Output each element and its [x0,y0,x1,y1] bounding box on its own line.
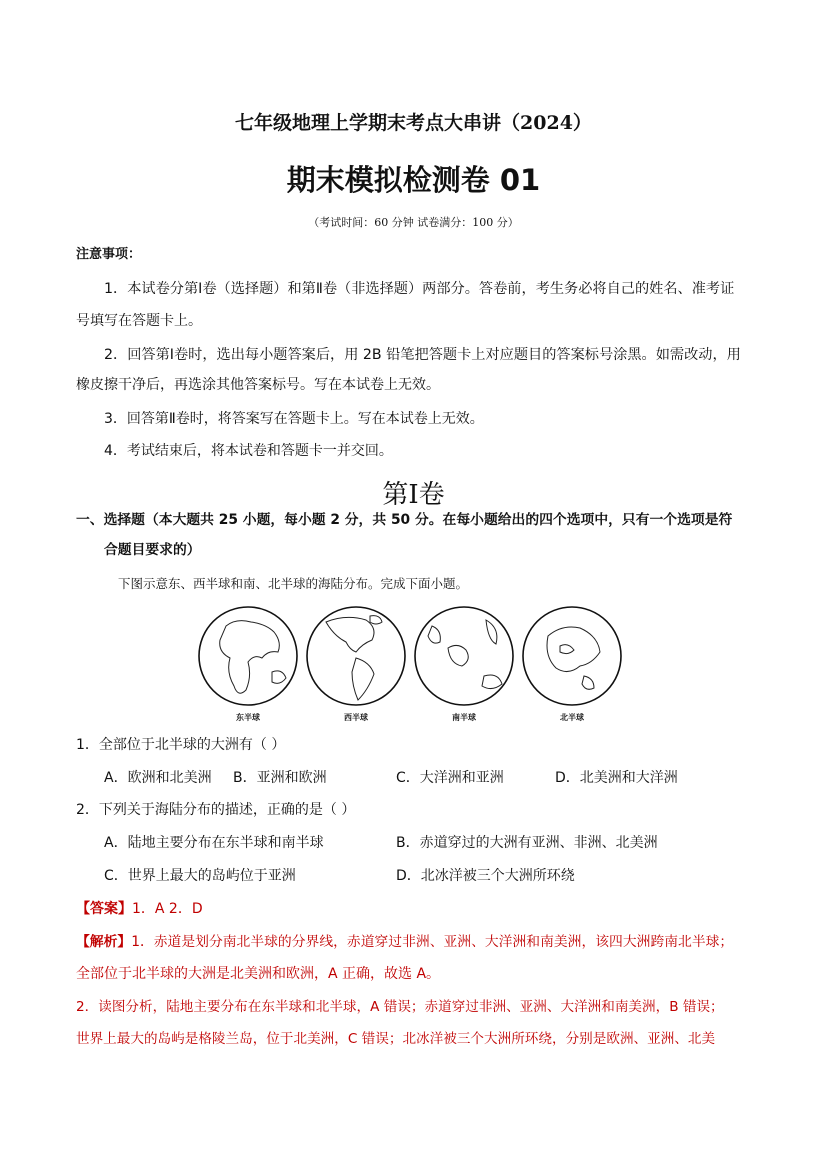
section-title: 第Ⅰ卷 [382,480,445,510]
north-hemisphere-label: 北半球 [560,713,584,722]
east-hemisphere-globe [199,607,297,705]
question-1-option-c: C．大洋洲和亚洲 [396,770,504,786]
notice-item-4: 4．考试结束后，将本试卷和答题卡一并交回。 [104,443,393,459]
answer-text: 1．A 2．D [132,901,203,917]
hemispheres-map [196,606,628,728]
north-hemisphere-globe [523,607,621,705]
section-instruction-line-2: 合题目要求的） [104,542,201,558]
notice-item-1-line-1: 1．本试卷分第Ⅰ卷（选择题）和第Ⅱ卷（非选择题）两部分。答卷前，考生务必将自己的姓名、准考证 [104,281,735,297]
west-hemisphere-label: 西半球 [344,713,368,722]
series-title: 七年级地理上学期末考点大串讲（2024） [235,112,592,134]
analysis-line-4: 世界上最大的岛屿是格陵兰岛，位于北美洲，C 错误；北冰洋被三个大洲所环绕，分别是欧洲、亚洲、北美 [76,1031,716,1047]
east-hemisphere-label: 东半球 [236,713,260,722]
notice-item-2-line-1: 2．回答第Ⅰ卷时，选出每小题答案后，用 2B 铅笔把答题卡上对应题目的答案标号涂黑。如需改动，用 [104,347,741,363]
analysis-line-1 [76,932,733,952]
south-hemisphere-label: 南半球 [452,713,476,722]
question-1-option-d: D．北美洲和大洋洲 [555,770,678,786]
analysis-line-3: 2．读图分析，陆地主要分布在东半球和北半球，A 错误；赤道穿过非洲、亚洲、大洋洲和南美洲，B 错误； [76,999,724,1015]
notice-item-3: 3．回答第Ⅱ卷时，将答案写在答题卡上。写在本试卷上无效。 [104,411,484,427]
question-2-option-b: B．赤道穿过的大洲有亚洲、非洲、北美洲 [396,835,658,851]
question-1-stem: 1．全部位于北半球的大洲有（ ） [76,737,286,753]
notice-heading: 注意事项： [76,247,142,262]
question-2-option-a: A．陆地主要分布在东半球和南半球 [104,835,324,851]
section-instruction-line-1: 一、选择题（本大题共 25 小题，每小题 2 分，共 50 分。在每小题给出的四个选项中，只有一个选项是符 [76,512,733,528]
notice-item-1-line-2: 号填写在答题卡上。 [76,313,202,329]
south-hemisphere-globe [415,607,513,705]
question-2-option-c: C．世界上最大的岛屿位于亚洲 [104,868,296,884]
analysis-text-1: 1．赤道是划分南北半球的分界线，赤道穿过非洲、亚洲、大洋洲和南美洲，该四大洲跨南北半球； [131,934,734,950]
answer-line [76,899,203,919]
analysis-line-2: 全部位于北半球的大洲是北美洲和欧洲，A 正确，故选 A。 [76,966,441,982]
question-2-stem: 2．下列关于海陆分布的描述，正确的是（ ） [76,802,356,818]
exam-info: （考试时间：60 分钟 试卷满分：100 分） [308,216,519,229]
passage: 下图示意东、西半球和南、北半球的海陆分布。完成下面小题。 [118,576,469,591]
analysis-tag: 【解析】 [76,934,132,950]
hemispheres-figure [196,606,628,728]
notice-item-2-line-2: 橡皮擦干净后，再选涂其他答案标号。写在本试卷上无效。 [76,377,440,393]
question-2-option-d: D．北冰洋被三个大洲所环绕 [396,868,575,884]
question-1-option-b: B．亚洲和欧洲 [233,770,327,786]
answer-tag: 【答案】 [76,901,132,917]
question-1-option-a: A．欧洲和北美洲 [104,770,212,786]
west-hemisphere-globe [307,607,405,705]
page-title: 期末模拟检测卷 01 [286,163,541,197]
